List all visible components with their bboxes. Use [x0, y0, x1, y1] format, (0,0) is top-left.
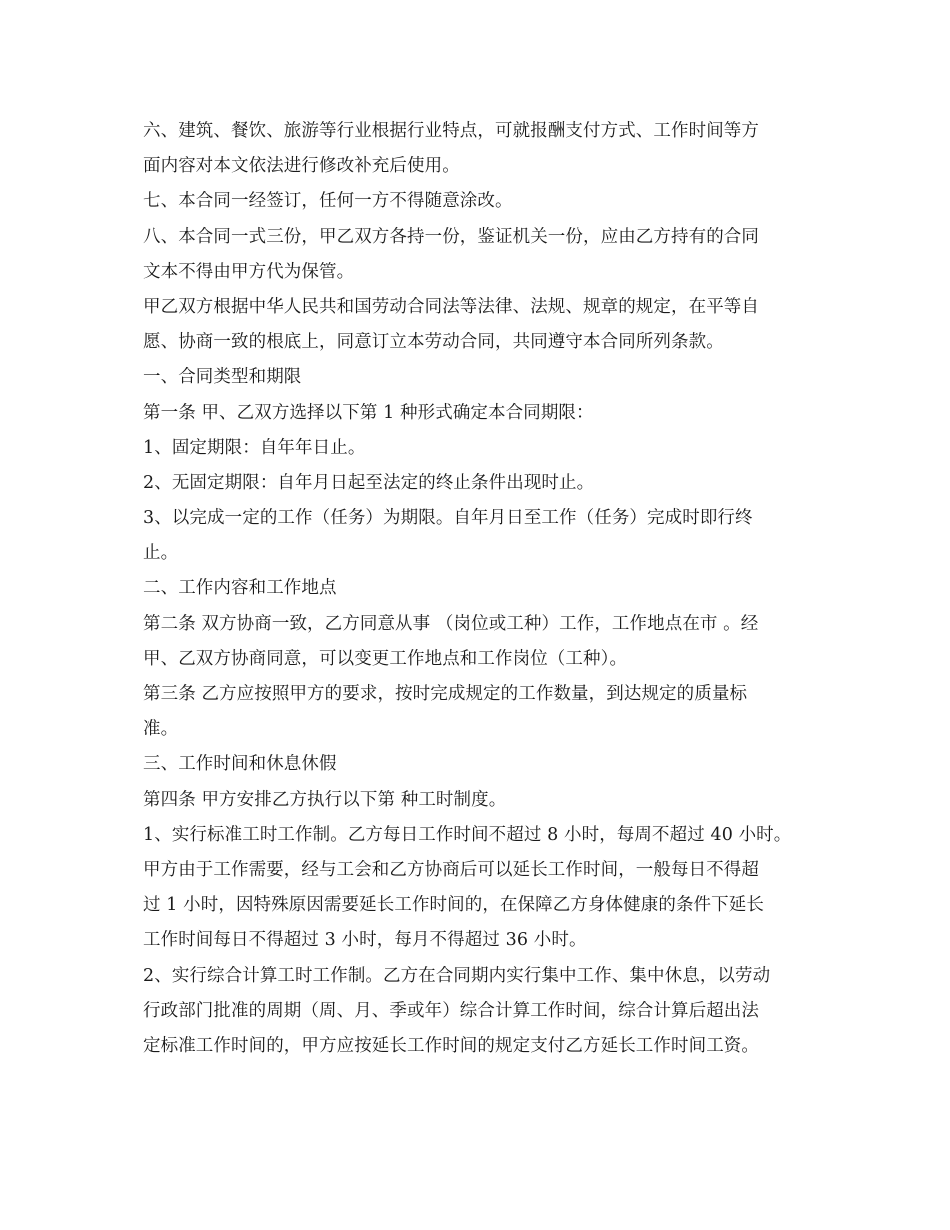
- document-body: [143, 114, 823, 1064]
- text-line: 六、建筑、餐饮、旅游等行业根据行业特点，可就报酬支付方式、工作时间等方: [143, 121, 759, 141]
- text-line: 1、实行标准工时工作制。乙方每日工作时间不超过 8 小时，每周不超过 40 小时。: [143, 824, 792, 845]
- section-heading: 一、合同类型和期限: [143, 367, 302, 388]
- text-line: 愿、协商一致的根底上，同意订立本劳动合同，共同遵守本合同所列条款。: [143, 332, 724, 353]
- section-heading: 三、工作时间和休息休假: [143, 754, 337, 775]
- text-line: 定标准工作时间的，甲方应按延长工作时间的规定支付乙方延长工作时间工资。: [143, 1035, 759, 1056]
- text-line: 准。: [143, 719, 179, 740]
- text-line: 止。: [143, 543, 179, 564]
- section-heading: 二、工作内容和工作地点: [143, 578, 337, 599]
- text-line: 面内容对本文依法进行修改补充后使用。: [143, 156, 460, 177]
- text-line: 2、无固定期限：自年月日起至法定的终止条件出现时止。: [143, 472, 595, 493]
- text-line: 第二条 双方协商一致，乙方同意从事 （岗位或工种）工作，工作地点在市 。经: [143, 613, 759, 634]
- text-line: 八、本合同一式三份，甲乙双方各持一份，鉴证机关一份，应由乙方持有的合同: [143, 226, 759, 247]
- text-line: 3、以完成一定的工作（任务）为期限。自年月日至工作（任务）完成时即行终: [143, 508, 753, 529]
- text-line: 七、本合同一经签订，任何一方不得随意涂改。: [143, 191, 513, 212]
- text-line: 文本不得由甲方代为保管。: [143, 261, 355, 282]
- text-line: 工作时间每日不得超过 3 小时，每月不得超过 36 小时。: [143, 930, 587, 951]
- text-line: 过 1 小时，因特殊原因需要延长工作时间的，在保障乙方身体健康的条件下延长: [143, 895, 764, 916]
- text-line: 甲乙双方根据中华人民共和国劳动合同法等法律、法规、规章的规定，在平等自: [143, 296, 759, 317]
- text-line: 第三条 乙方应按照甲方的要求，按时完成规定的工作数量，到达规定的质量标: [143, 684, 748, 704]
- text-line: 2、实行综合计算工时工作制。乙方在合同期内实行集中工作、集中休息，以劳动: [143, 965, 771, 986]
- text-line: 甲方由于工作需要，经与工会和乙方协商后可以延长工作时间，一般每日不得超: [143, 859, 759, 880]
- text-line: 行政部门批准的周期（周、月、季或年）综合计算工作时间，综合计算后超出法: [143, 1000, 759, 1021]
- text-line: 甲、乙双方协商同意，可以变更工作地点和工作岗位（工种）。: [143, 648, 628, 669]
- text-line: 第四条 甲方安排乙方执行以下第 种工时制度。: [143, 789, 507, 810]
- text-line: 第一条 甲、乙双方选择以下第 1 种形式确定本合同期限：: [143, 402, 594, 423]
- text-line: 1、固定期限：自年年日止。: [143, 437, 366, 458]
